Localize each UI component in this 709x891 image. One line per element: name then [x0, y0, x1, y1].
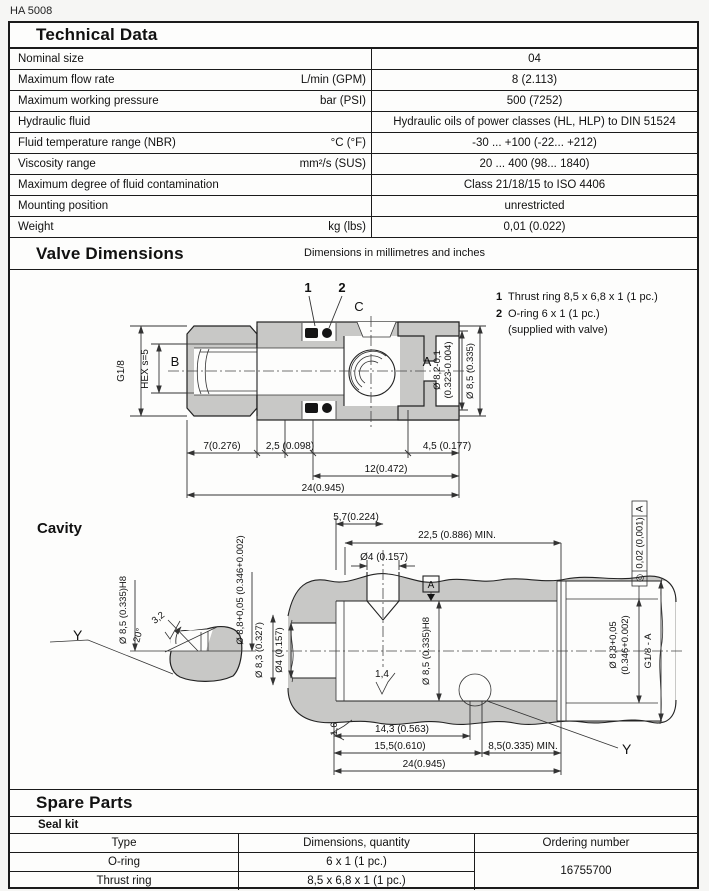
dim-5-7-label: 5,7(0.224): [333, 512, 379, 523]
spare-parts-header: [10, 789, 697, 817]
note-2-text: O-ring 6 x 1 (1 pc.): [508, 308, 600, 320]
table-row: [10, 91, 697, 112]
note-3-text: (supplied with valve): [508, 324, 608, 336]
valve-dimensions-subtitle: Dimensions in millimetres and inches: [304, 247, 485, 259]
part-type: Thrust ring: [10, 872, 239, 890]
dia-4-side-label: Ø4 (0.157): [274, 627, 285, 673]
note-2-num: 2: [496, 308, 503, 320]
row-value: Class 21/18/15 to ISO 4406: [463, 179, 606, 191]
hex-size-label: HEX s=5: [140, 349, 151, 389]
rough-1-6-label: 1,6: [329, 722, 340, 736]
row-unit: kg (lbs): [328, 221, 366, 233]
row-value: 500 (7252): [506, 95, 563, 107]
spare-parts-table: [10, 834, 697, 890]
valve-dimensions-title: Valve Dimensions: [36, 243, 184, 263]
row-value: -30 ... +100 (-22... +212): [472, 137, 597, 149]
note-1-text: Thrust ring 8,5 x 6,8 x 1 (1 pc.): [508, 291, 658, 303]
port-b-label: B: [170, 354, 180, 369]
valve-body: [168, 316, 472, 428]
dim-24-label: 24(0.945): [301, 483, 345, 494]
cavity-drawing: [37, 501, 684, 775]
valve-notes: [496, 291, 658, 336]
concentricity-icon: ◎: [634, 573, 646, 583]
valve-drawing: [116, 280, 658, 498]
part-dimensions: 8,5 x 6,8 x 1 (1 pc.): [239, 872, 475, 890]
dim-7-label: 7(0.276): [203, 441, 241, 452]
table-row: [10, 175, 697, 196]
row-value: 8 (2.113): [511, 74, 558, 86]
part-dimensions: 6 x 1 (1 pc.): [239, 853, 475, 872]
note-1-num: 1: [496, 291, 503, 303]
dim-8-5-min-label: 8,5(0.335) MIN.: [488, 741, 558, 752]
row-label: Viscosity range: [18, 158, 96, 170]
row-value: 20 ... 400 (98... 1840): [479, 158, 590, 170]
row-unit: °C (°F): [330, 137, 366, 149]
seal-kit-label: Seal kit: [10, 817, 697, 834]
angle-20-label: 20°: [131, 626, 146, 644]
row-label: Maximum degree of fluid contamination: [18, 179, 219, 191]
detail-dia-88-label: Ø 8,8+0,05 (0.346+0.002): [235, 535, 246, 645]
row-unit: mm²/s (SUS): [299, 158, 366, 170]
col-header-ordering: Ordering number: [475, 834, 697, 853]
dim-24-cavity-label: 24(0.945): [402, 759, 446, 770]
dia-85-bore-label: Ø 8,5 (0.335)H8: [421, 616, 432, 686]
row-unit: L/min (GPM): [300, 74, 366, 86]
row-value: Hydraulic oils of power classes (HL, HLP) to DIN 51524: [393, 116, 676, 128]
spare-parts-title: Spare Parts: [36, 792, 133, 812]
dim-4-5-label: 4,5 (0.177): [422, 441, 472, 452]
tol-value-label: 0,02 (0,001): [634, 517, 646, 569]
datasheet-frame: [8, 21, 699, 889]
row-label: Fluid temperature range (NBR): [18, 137, 176, 149]
table-row: [10, 196, 697, 217]
ordering-number: 16755700: [560, 865, 612, 877]
dim-14-3-label: 14,3 (0.563): [375, 724, 429, 735]
thrust-ring-mark: [305, 328, 318, 338]
detail-y-label: Y: [73, 627, 83, 643]
table-row: [10, 217, 697, 238]
seat-dia-in-label: (0.323-0.004): [443, 341, 454, 399]
detail-y-ref-label: Y: [622, 741, 632, 757]
table-row: [10, 49, 697, 70]
cavity-detail-y: [50, 535, 256, 681]
thread-size-label: G1/8: [116, 360, 127, 382]
row-label: Maximum working pressure: [18, 95, 159, 107]
row-unit: bar (PSI): [319, 95, 366, 107]
dim-15-5-label: 15,5(0.610): [374, 741, 426, 752]
technical-data-title: Technical Data: [36, 25, 158, 44]
row-value: 04: [528, 53, 541, 65]
seat-dia-mm-label: Ø 8,2-0,1: [432, 350, 443, 390]
cavity-title: Cavity: [37, 520, 83, 537]
table-row: [10, 70, 697, 91]
tol-datum-label: A: [634, 505, 646, 513]
valve-dimensions-header: [10, 238, 697, 270]
dim-2-5-label: 2,5 (0.098): [265, 441, 315, 452]
col-header-dimensions: Dimensions, quantity: [239, 834, 475, 853]
o-ring-mark: [322, 328, 332, 338]
drawing-panel: [10, 270, 697, 790]
table-row: [10, 133, 697, 154]
technical-data-header: [10, 23, 697, 49]
part-type: O-ring: [10, 853, 239, 872]
row-label: Maximum flow rate: [18, 74, 115, 86]
dia-88-right-in-label: (0.346+0.002): [620, 615, 631, 675]
engineering-drawings: [10, 270, 701, 790]
doc-code: HA 5008: [10, 5, 53, 17]
rough-3-2-label: 3,2: [149, 609, 168, 627]
datum-a-label: A: [427, 580, 435, 591]
row-label: Mounting position: [18, 200, 109, 212]
thread-g18-a-label: G1/8 - A: [643, 633, 654, 669]
table-row: [10, 154, 697, 175]
row-label: Hydraulic fluid: [18, 116, 91, 128]
dia-4-top-label: Ø4 (0.157): [360, 552, 408, 563]
item-2-label: 2: [338, 280, 346, 295]
port-a-label: A: [422, 354, 432, 369]
table-row: [10, 112, 697, 133]
dia-8-3-label: Ø 8,3 (0.327): [254, 622, 265, 678]
row-value: 0,01 (0.022): [503, 221, 566, 233]
item-1-label: 1: [304, 280, 312, 295]
port-c-label: C: [354, 299, 364, 314]
row-label: Nominal size: [18, 53, 84, 65]
rough-1-4-label: 1,4: [375, 669, 389, 680]
col-header-type: Type: [10, 834, 239, 853]
body-dia-label: Ø 8,5 (0.335): [465, 343, 476, 399]
row-value: unrestricted: [504, 200, 565, 212]
row-label: Weight: [18, 221, 54, 233]
detail-dia-85-label: Ø 8,5 (0.335)H8: [118, 575, 129, 645]
dia-88-right-mm-label: Ø 8,8+0,05: [608, 621, 619, 669]
dim-22-5-label: 22,5 (0.886) MIN.: [418, 530, 496, 541]
dim-12-label: 12(0.472): [364, 464, 408, 475]
